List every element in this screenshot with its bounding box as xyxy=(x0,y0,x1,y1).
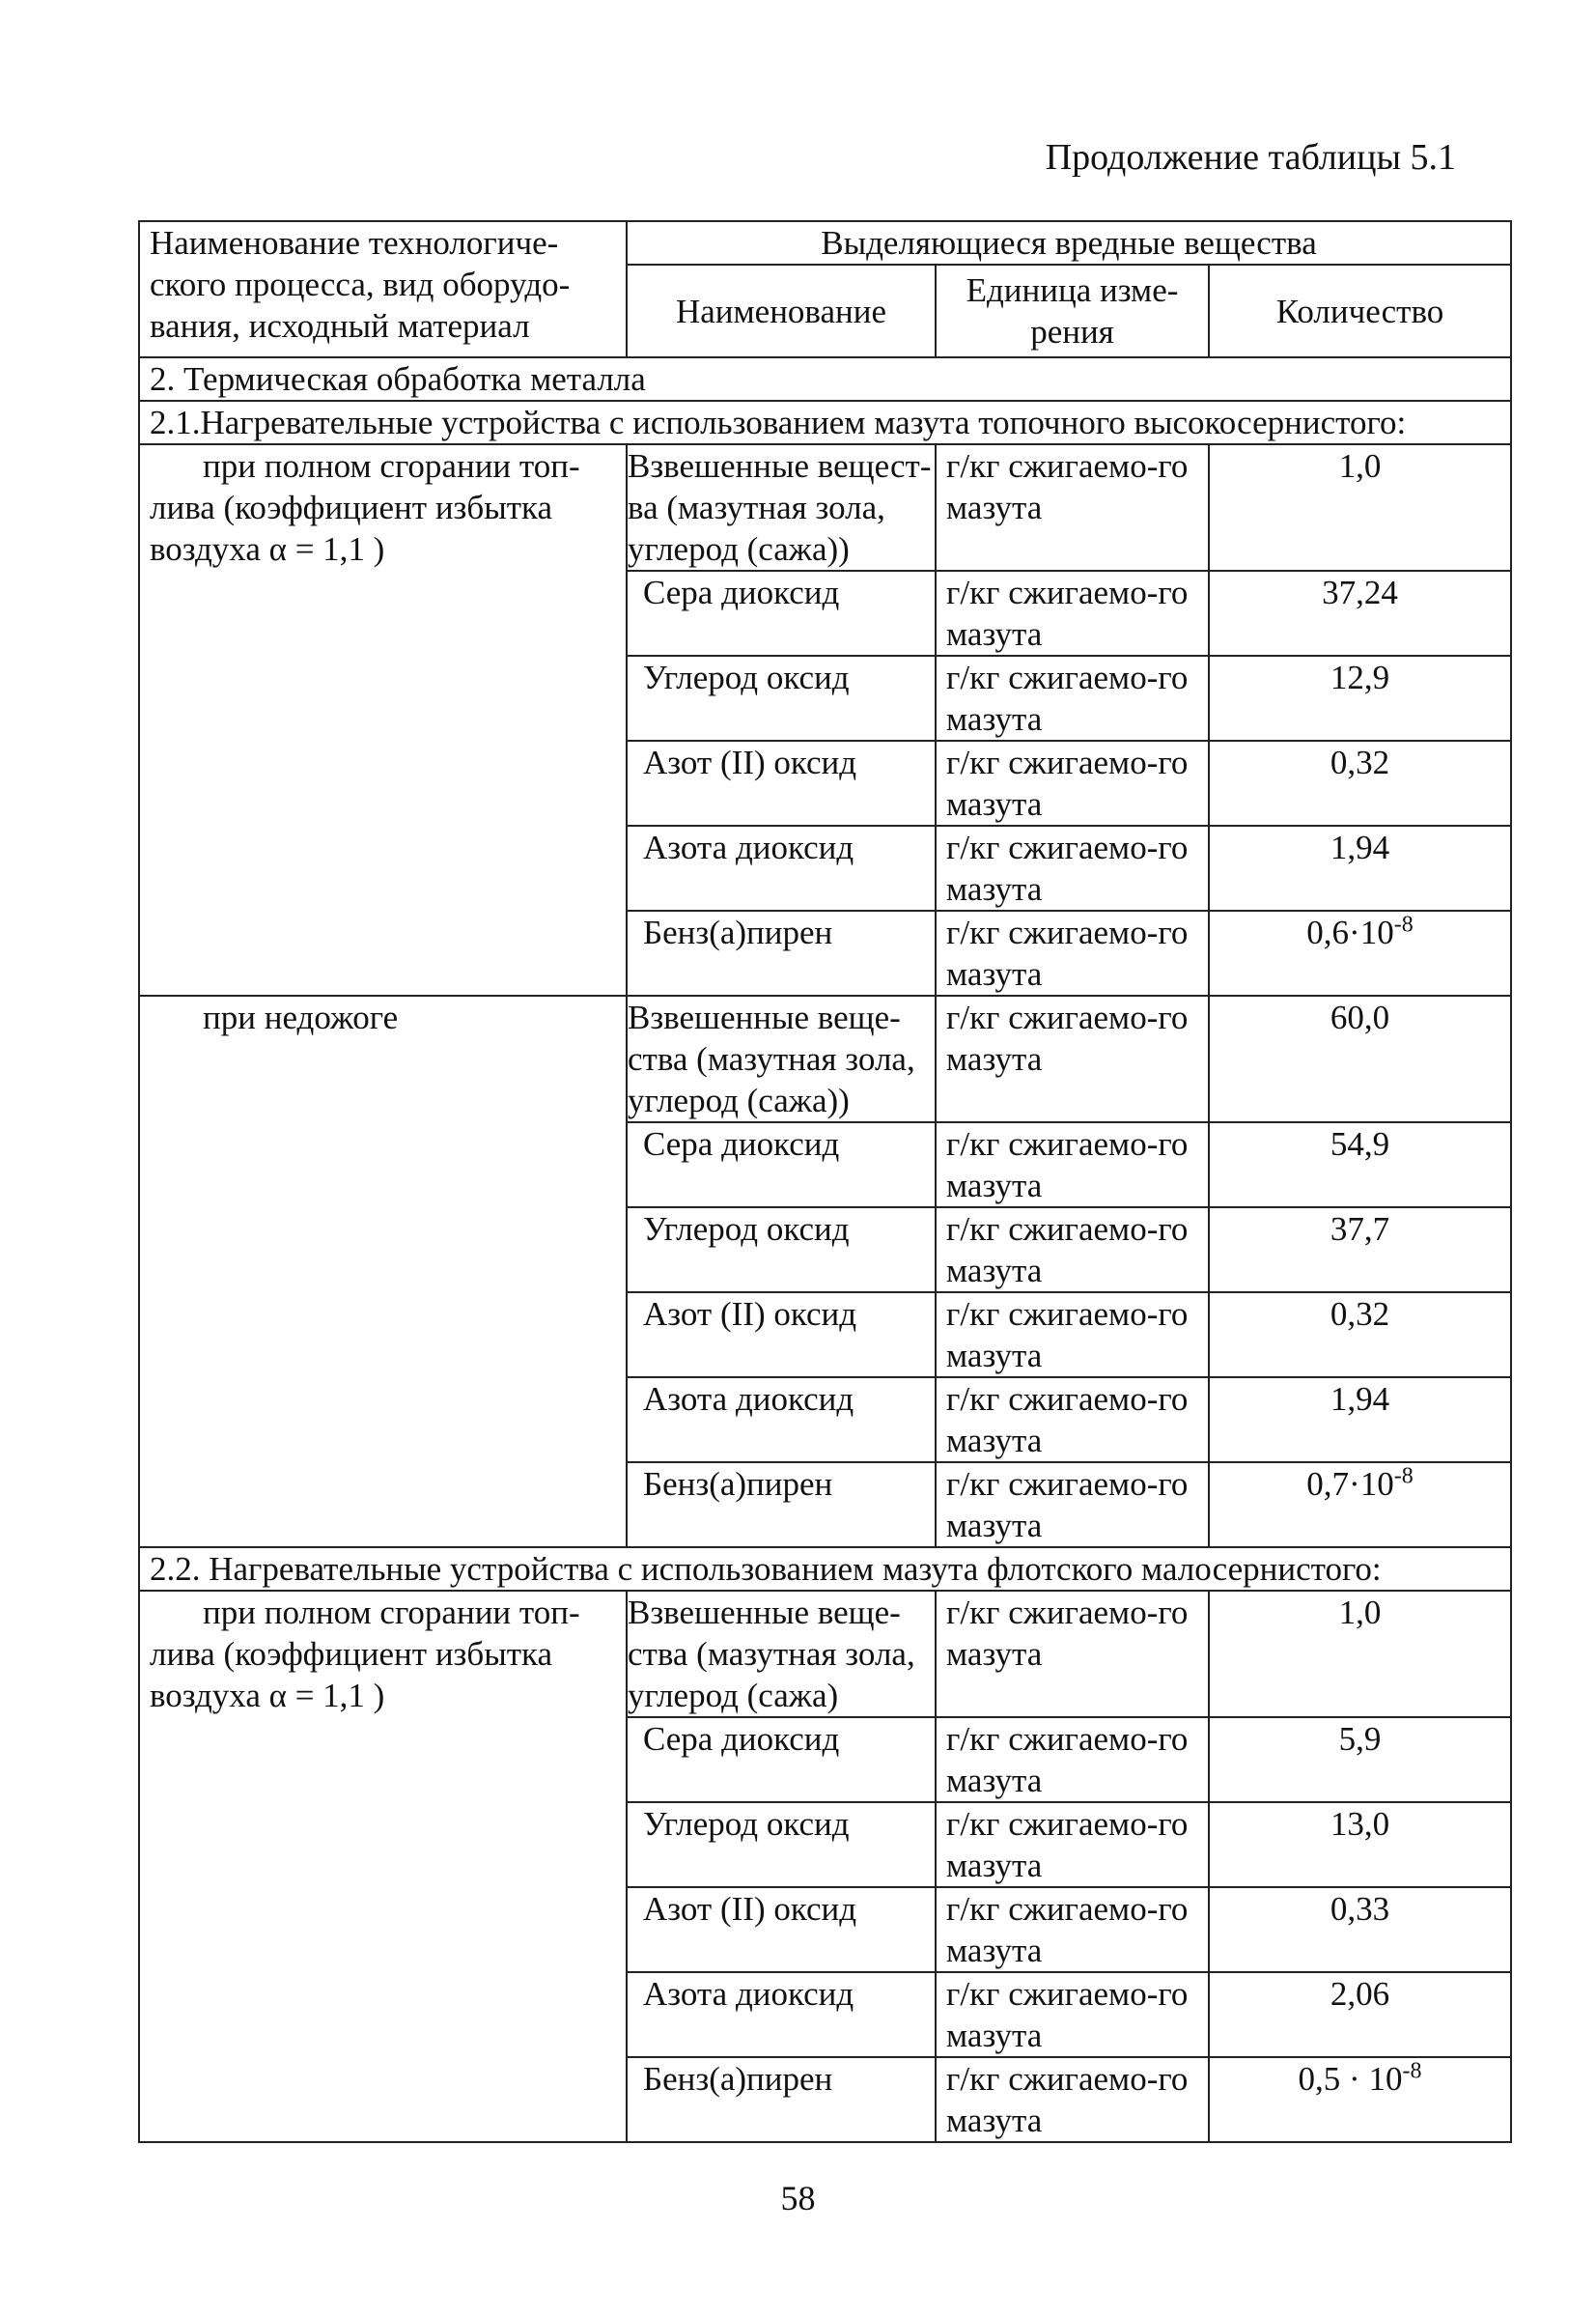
name-column-header: Наименование xyxy=(627,265,936,357)
quantity-value xyxy=(1209,1887,1511,1972)
table-row xyxy=(139,1972,1511,2057)
quantity-number: 54,9 xyxy=(1330,1125,1390,1163)
table-row xyxy=(139,1122,1511,1207)
process-condition-continuation xyxy=(139,826,627,911)
table-continuation-caption: Продолжение таблицы 5.1 xyxy=(1045,137,1456,178)
unit-of-measure: г/кг сжигаемо-го мазута xyxy=(936,1802,1209,1887)
substance-name: Азот (II) оксид xyxy=(627,1887,936,1972)
unit-of-measure: г/кг сжигаемо-го мазута xyxy=(936,826,1209,911)
process-column-header: Наименование технологиче-ского процесса, вид оборудо-вания, исходный материал xyxy=(139,221,627,357)
substance-name: Сера диоксид xyxy=(627,571,936,656)
process-condition-continuation xyxy=(139,1122,627,1207)
table-row xyxy=(139,911,1511,996)
process-condition-continuation xyxy=(139,1377,627,1462)
substance-name: Азот (II) оксид xyxy=(627,1292,936,1377)
unit-of-measure: г/кг сжигаемо-го мазута xyxy=(936,741,1209,826)
substance-name: Углерод оксид xyxy=(627,1207,936,1292)
table-row xyxy=(139,1717,1511,1802)
quantity-number: 60,0 xyxy=(1330,999,1390,1036)
subsection-title: 2.2. Нагревательные устройства с использованием мазута флотского малосернистого: xyxy=(139,1547,1511,1591)
substance-name: Сера диоксид xyxy=(627,1122,936,1207)
process-condition-continuation xyxy=(139,2057,627,2142)
table-row xyxy=(139,826,1511,911)
quantity-value xyxy=(1209,1122,1511,1207)
table-row xyxy=(139,741,1511,826)
quantity-number: 12,9 xyxy=(1330,659,1390,696)
process-condition-continuation xyxy=(139,1462,627,1547)
quantity-value xyxy=(1209,996,1511,1122)
unit-of-measure: г/кг сжигаемо-го мазута xyxy=(936,1292,1209,1377)
table-row xyxy=(139,571,1511,656)
quantity-exponent: -8 xyxy=(1402,2058,1422,2084)
page-number: 58 xyxy=(780,2179,816,2217)
quantity-value xyxy=(1209,741,1511,826)
quantity-number: 1,94 xyxy=(1330,1380,1390,1418)
process-condition-continuation xyxy=(139,1717,627,1802)
substance-name: Азот (II) оксид xyxy=(627,741,936,826)
quantity-number: 0,7·10 xyxy=(1306,1465,1394,1503)
table-row xyxy=(139,1207,1511,1292)
quantity-value xyxy=(1209,444,1511,571)
subsection-title: 2.1.Нагревательные устройства с использованием мазута топочного высокосернистого: xyxy=(139,401,1511,444)
quantity-value xyxy=(1209,1717,1511,1802)
process-condition: при полном сгорании топ-лива (коэффициент избытка воздуха α = 1,1 ) xyxy=(139,444,627,571)
process-condition-continuation xyxy=(139,1207,627,1292)
substance-name: Взвешенные веще-ства (мазутная зола, углерод (сажа) xyxy=(627,1591,936,1717)
substance-name: Углерод оксид xyxy=(627,656,936,741)
table-row xyxy=(139,1887,1511,1972)
substance-name: Бенз(а)пирен xyxy=(627,2057,936,2142)
unit-of-measure: г/кг сжигаемо-го мазута xyxy=(936,1591,1209,1717)
table-row xyxy=(139,1462,1511,1547)
process-condition-continuation xyxy=(139,1887,627,1972)
quantity-value xyxy=(1209,1972,1511,2057)
table-row xyxy=(139,1292,1511,1377)
quantity-number: 0,32 xyxy=(1330,1295,1390,1333)
unit-of-measure: г/кг сжигаемо-го мазута xyxy=(936,444,1209,571)
quantity-number: 0,6·10 xyxy=(1306,914,1394,951)
unit-of-measure: г/кг сжигаемо-го мазута xyxy=(936,996,1209,1122)
process-condition-continuation xyxy=(139,656,627,741)
process-condition-continuation xyxy=(139,1802,627,1887)
table-row xyxy=(139,996,1511,1122)
quantity-number: 0,33 xyxy=(1330,1890,1390,1928)
quantity-number: 1,94 xyxy=(1330,829,1390,866)
table-row xyxy=(139,1802,1511,1887)
quantity-column-header: Количество xyxy=(1209,265,1511,357)
unit-of-measure: г/кг сжигаемо-го мазута xyxy=(936,2057,1209,2142)
unit-of-measure: г/кг сжигаемо-го мазута xyxy=(936,1377,1209,1462)
substance-name: Азота диоксид xyxy=(627,1972,936,2057)
quantity-value xyxy=(1209,571,1511,656)
unit-column-header: Единица изме-рения xyxy=(936,265,1209,357)
process-condition-continuation xyxy=(139,1972,627,2057)
unit-of-measure: г/кг сжигаемо-го мазута xyxy=(936,911,1209,996)
quantity-number: 37,24 xyxy=(1322,574,1398,611)
quantity-value xyxy=(1209,911,1511,996)
quantity-number: 0,5 · 10 xyxy=(1298,2060,1403,2098)
quantity-value xyxy=(1209,1377,1511,1462)
quantity-value xyxy=(1209,1292,1511,1377)
unit-of-measure: г/кг сжигаемо-го мазута xyxy=(936,656,1209,741)
table-row xyxy=(139,444,1511,571)
quantity-exponent: -8 xyxy=(1393,912,1414,938)
process-condition: при недожоге xyxy=(139,996,627,1122)
quantity-number: 5,9 xyxy=(1338,1720,1382,1758)
quantity-value xyxy=(1209,2057,1511,2142)
header-row-1 xyxy=(139,221,1511,265)
unit-of-measure: г/кг сжигаемо-го мазута xyxy=(936,1207,1209,1292)
substance-name: Бенз(а)пирен xyxy=(627,1462,936,1547)
unit-of-measure: г/кг сжигаемо-го мазута xyxy=(936,1887,1209,1972)
process-condition-continuation xyxy=(139,1292,627,1377)
substance-name: Азота диоксид xyxy=(627,826,936,911)
emissions-table xyxy=(138,220,1512,2143)
unit-of-measure: г/кг сжигаемо-го мазута xyxy=(936,1972,1209,2057)
section-row xyxy=(139,357,1511,401)
quantity-number: 13,0 xyxy=(1330,1805,1390,1843)
substance-name: Азота диоксид xyxy=(627,1377,936,1462)
quantity-value xyxy=(1209,1591,1511,1717)
table-row xyxy=(139,656,1511,741)
substance-name: Бенз(а)пирен xyxy=(627,911,936,996)
table-row xyxy=(139,1591,1511,1717)
quantity-number: 1,0 xyxy=(1338,447,1382,485)
unit-of-measure: г/кг сжигаемо-го мазута xyxy=(936,1122,1209,1207)
substance-name: Взвешенные вещест-ва (мазутная зола, углерод (сажа)) xyxy=(627,444,936,571)
substance-name: Взвешенные веще-ства (мазутная зола, углерод (сажа)) xyxy=(627,996,936,1122)
substance-name: Углерод оксид xyxy=(627,1802,936,1887)
quantity-number: 0,32 xyxy=(1330,744,1390,781)
quantity-value xyxy=(1209,1207,1511,1292)
unit-of-measure: г/кг сжигаемо-го мазута xyxy=(936,1462,1209,1547)
process-condition-continuation xyxy=(139,571,627,656)
substance-name: Сера диоксид xyxy=(627,1717,936,1802)
section-title: 2. Термическая обработка металла xyxy=(139,357,1511,401)
subsection-row xyxy=(139,401,1511,444)
quantity-value xyxy=(1209,826,1511,911)
table-row xyxy=(139,1377,1511,1462)
unit-of-measure: г/кг сжигаемо-го мазута xyxy=(936,571,1209,656)
quantity-exponent: -8 xyxy=(1393,1463,1414,1489)
unit-of-measure: г/кг сжигаемо-го мазута xyxy=(936,1717,1209,1802)
process-condition: при полном сгорании топ-лива (коэффициент избытка воздуха α = 1,1 ) xyxy=(139,1591,627,1717)
subsection-row xyxy=(139,1547,1511,1591)
quantity-value xyxy=(1209,1462,1511,1547)
quantity-value xyxy=(1209,656,1511,741)
quantity-number: 37,7 xyxy=(1330,1210,1390,1248)
quantity-value xyxy=(1209,1802,1511,1887)
process-condition-continuation xyxy=(139,741,627,826)
table-row xyxy=(139,2057,1511,2142)
process-condition-continuation xyxy=(139,911,627,996)
quantity-number: 2,06 xyxy=(1330,1975,1390,2013)
substances-group-header: Выделяющиеся вредные вещества xyxy=(627,221,1511,265)
quantity-number: 1,0 xyxy=(1338,1594,1382,1631)
emissions-table-body xyxy=(139,221,1511,2142)
